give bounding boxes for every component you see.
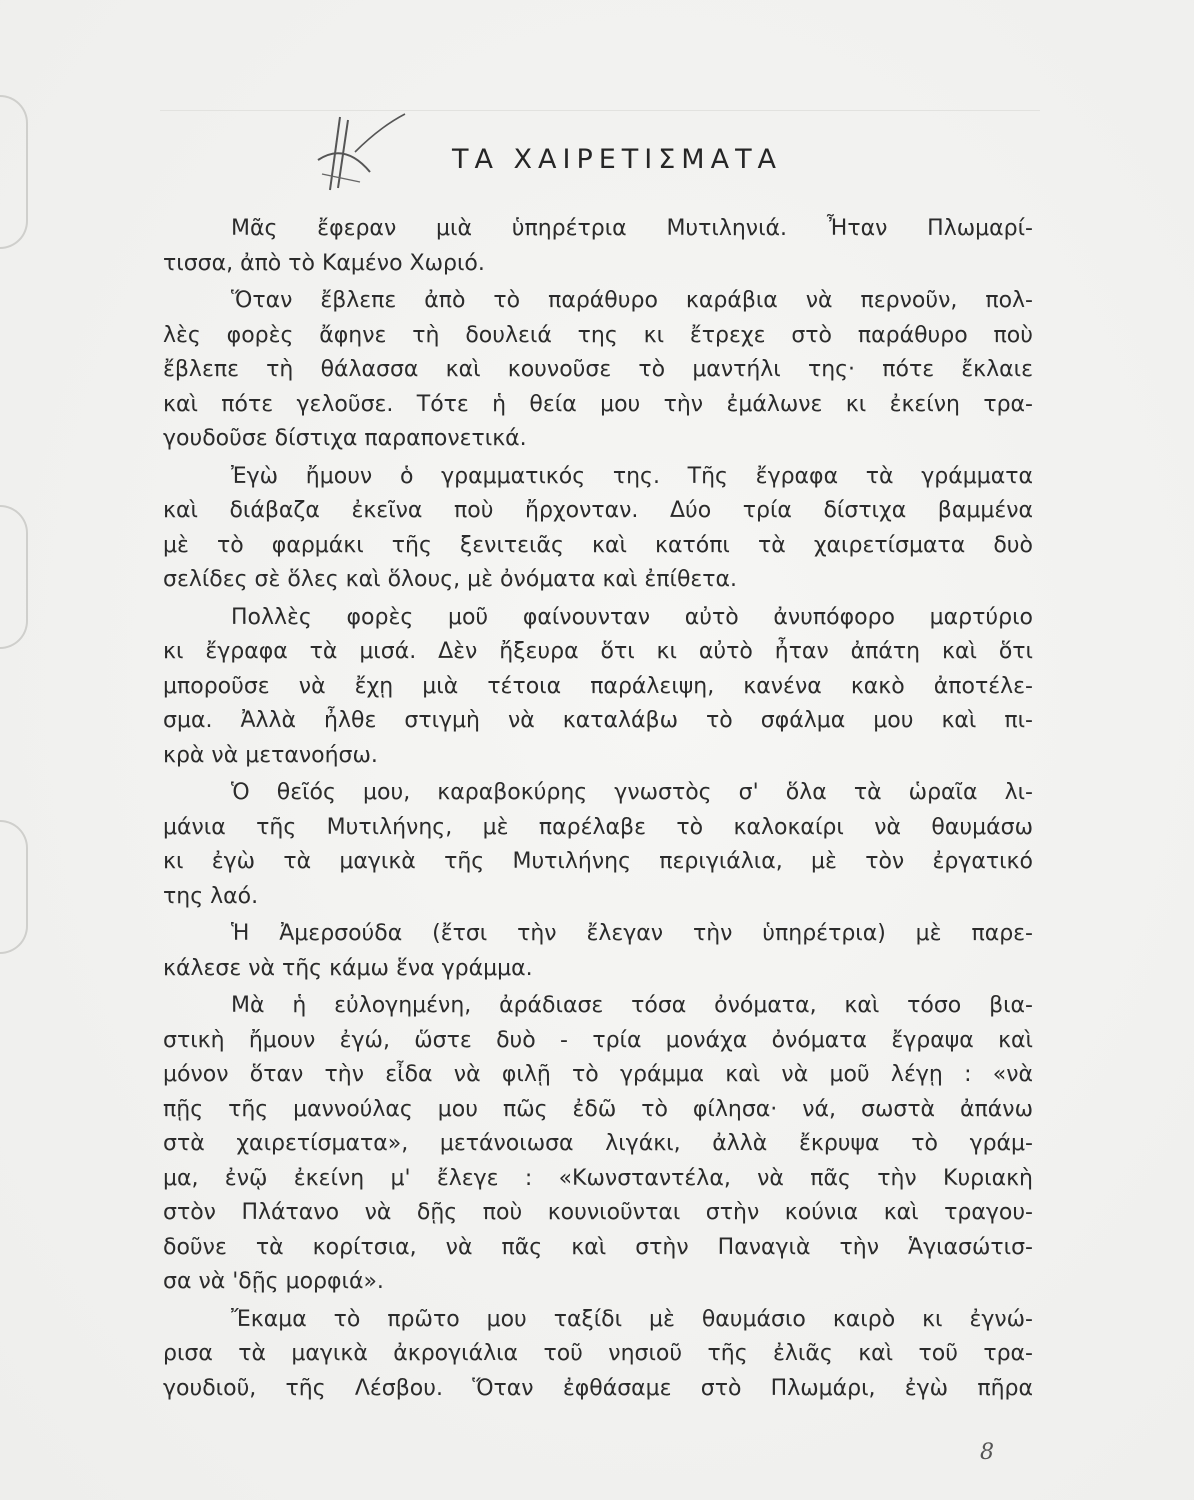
text-line: Μᾶς ἔφεραν μιὰ ὑπηρέτρια Μυτιληνιά. Ἦταν Πλωμαρί-: [231, 216, 1033, 241]
text-line: Ἐγὼ ἤμουν ὁ γραμματικός της. Τῆς ἔγραφα τὰ γράμματα: [231, 463, 1033, 489]
paragraph: [163, 460, 1033, 598]
paragraph: [163, 917, 1033, 986]
paragraph: [163, 776, 1033, 914]
paragraph: [163, 212, 1033, 281]
text-line: ρισα τὰ μαγικὰ ἀκρογιάλια τοῦ νησιοῦ τῆς ἐλιᾶς καὶ τοῦ τρα-: [163, 1341, 1033, 1366]
text-line: σελίδες σὲ ὅλες καὶ ὅλους, μὲ ὀνόματα καὶ ἐπίθετα.: [163, 567, 738, 592]
binding-hole-mark: [0, 505, 28, 649]
text-line: μποροῦσε νὰ ἔχῃ μιὰ τέτοια παράλειψη, κανένα κακὸ ἀποτέλε-: [163, 673, 1033, 699]
text-line: μὲ τὸ φαρμάκι τῆς ξενιτειᾶς καὶ κατόπι τὰ χαιρετίσματα δυὸ: [163, 532, 1033, 558]
paragraph: [163, 601, 1033, 774]
text-line: κι ἐγὼ τὰ μαγικὰ τῆς Μυτιλήνης περιγιάλια, μὲ τὸν ἐργατικό: [163, 849, 1033, 874]
text-line: μάνια τῆς Μυτιλήνης, μὲ παρέλαβε τὸ καλοκαίρι νὰ θαυμάσω: [163, 814, 1033, 840]
text-line: κρὰ νὰ μετανοήσω.: [163, 742, 378, 768]
text-line: γουδοῦσε δίστιχα παραπονετικά.: [163, 426, 527, 451]
text-line: σα νὰ 'δῇς μορφιά».: [163, 1269, 384, 1294]
text-line: κάλεσε νὰ τῆς κάμω ἕνα γράμμα.: [163, 955, 533, 981]
text-line: πῇς τῆς μαννούλας μου πῶς ἐδῶ τὸ φίλησα· νά, σωστὰ ἀπάνω: [163, 1096, 1033, 1122]
text-line: Μὰ ἡ εὐλογημένη, ἀράδιασε τόσα ὀνόματα, καὶ τόσο βια-: [231, 993, 1033, 1018]
text-line: καὶ διάβαζα ἐκεῖνα ποὺ ἤρχονταν. Δύο τρία δίστιχα βαμμένα: [163, 498, 1033, 523]
text-line: Ὅταν ἔβλεπε ἀπὸ τὸ παράθυρο καράβια νὰ περνοῦν, πολ-: [231, 288, 1033, 313]
paragraph: [163, 989, 1033, 1300]
text-line: Πολλὲς φορὲς μοῦ φαίνουνταν αὐτὸ ἀνυπόφορο μαρτύριο: [231, 604, 1033, 630]
paragraph: [163, 1303, 1033, 1407]
binding-hole-mark: [0, 820, 28, 954]
text-line: Ὁ θεῖός μου, καραβοκύρης γνωστὸς σ' ὅλα τὰ ὡραῖα λι-: [231, 780, 1033, 805]
page-number: 8: [980, 1440, 994, 1465]
text-line: τισσα, ἀπὸ τὸ Καμένο Χωριό.: [163, 250, 485, 276]
page-title: ΤΑ ΧΑΙΡΕΤΙΣΜΑΤΑ: [451, 144, 783, 175]
text-line: Ἔκαμα τὸ πρῶτο μου ταξίδι μὲ θαυμάσιο καιρὸ κι ἐγνώ-: [231, 1306, 1033, 1332]
text-line: στὸν Πλάτανο νὰ δῇς ποὺ κουνιοῦνται στὴν κούνια καὶ τραγου-: [163, 1200, 1033, 1225]
text-line: ἔβλεπε τὴ θάλασσα καὶ κουνοῦσε τὸ μαντήλι της· πότε ἔκλαιε: [163, 357, 1033, 382]
text-line: της λαό.: [163, 883, 259, 909]
text-line: λὲς φορὲς ἄφηνε τὴ δουλειά της κι ἔτρεχε στὸ παράθυρο ποὺ: [163, 322, 1033, 348]
paragraph: [163, 284, 1033, 457]
text-line: στικὴ ἤμουν ἐγώ, ὥστε δυὸ - τρία μονάχα ὀνόματα ἔγραψα καὶ: [163, 1027, 1033, 1053]
text-line: μόνον ὅταν τὴν εἶδα νὰ φιλῇ τὸ γράμμα καὶ νὰ μοῦ λέγῃ : «νὰ: [163, 1062, 1033, 1087]
text-line: μα, ἐνῷ ἐκείνη μ' ἔλεγε : «Κωνσταντέλα, νὰ πᾶς τὴν Κυριακὴ: [163, 1165, 1033, 1191]
text-line: κι ἔγραφα τὰ μισά. Δὲν ἤξευρα ὅτι κι αὐτὸ ἦταν ἀπάτη καὶ ὅτι: [163, 639, 1033, 664]
text-line: γουδιοῦ, τῆς Λέσβου. Ὅταν ἐφθάσαμε στὸ Πλωμάρι, ἐγὼ πῆρα: [163, 1375, 1033, 1401]
text-line: δοῦνε τὰ κορίτσια, νὰ πᾶς καὶ στὴν Παναγιὰ τὴν Ἁγιασώτισ-: [163, 1234, 1033, 1260]
text-line: σμα. Ἀλλὰ ἦλθε στιγμὴ νὰ καταλάβω τὸ σφάλμα μου καὶ πι-: [163, 708, 1033, 733]
text-line: στὰ χαιρετίσματα», μετάνοιωσα λιγάκι, ἀλλὰ ἔκρυψα τὸ γράμ-: [163, 1131, 1033, 1156]
body-text: [163, 212, 1033, 1409]
bleed-through-header: [160, 82, 1040, 111]
text-line: Ἡ Ἀμερσούδα (ἔτσι τὴν ἔλεγαν τὴν ὑπηρέτρια) μὲ παρε-: [231, 921, 1033, 946]
text-line: καὶ πότε γελοῦσε. Τότε ἡ θεία μου τὴν ἐμάλωνε κι ἐκείνη τρα-: [163, 391, 1033, 417]
